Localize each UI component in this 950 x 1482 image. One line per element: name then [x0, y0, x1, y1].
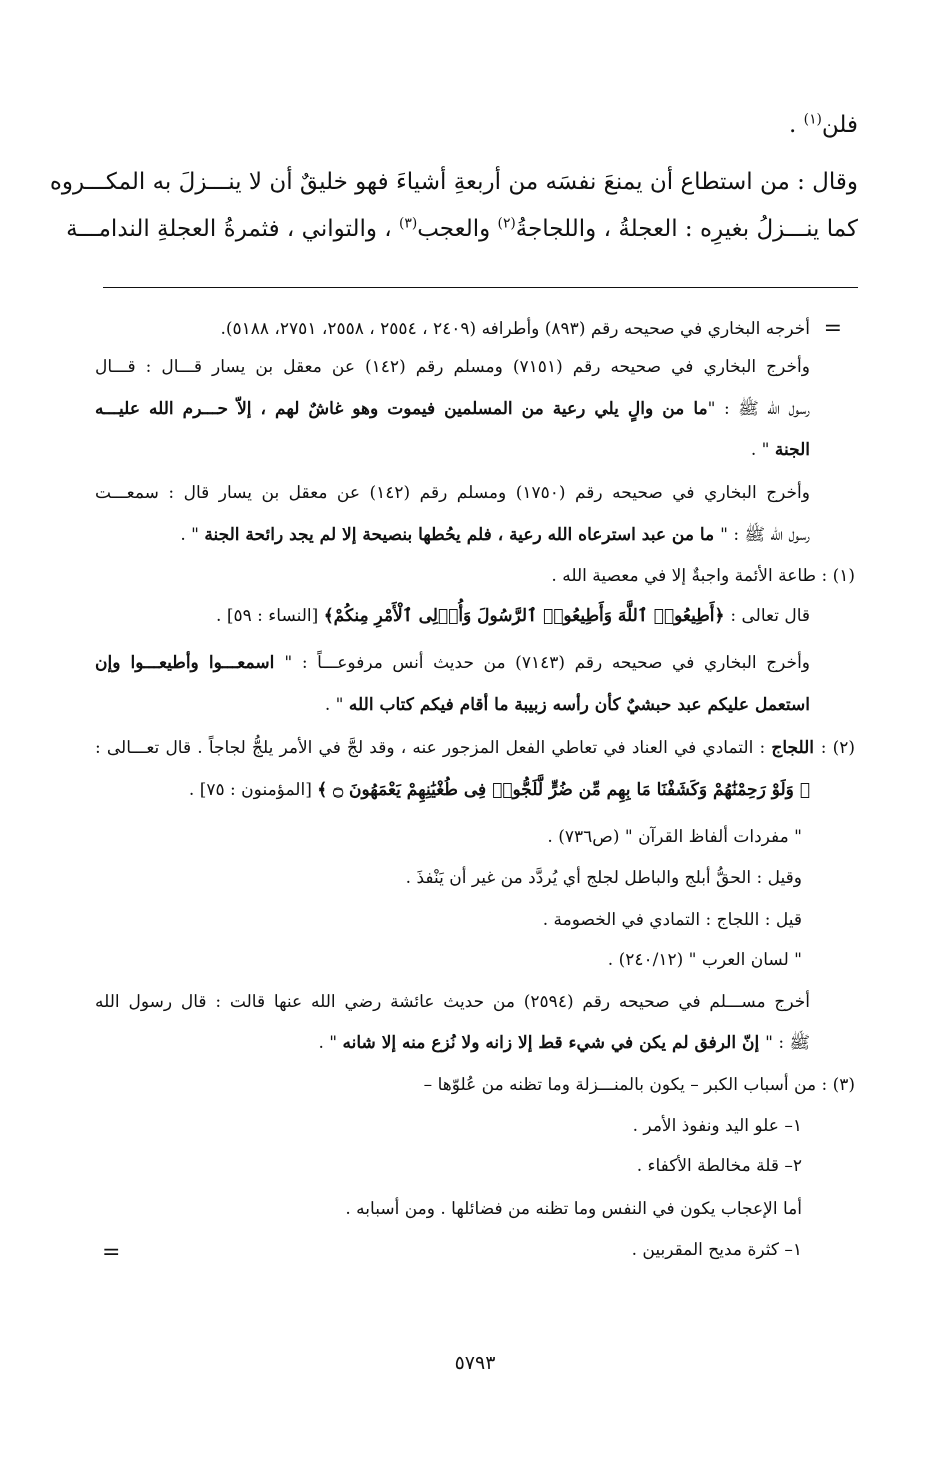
hadith-1-line-2 — [95, 396, 810, 422]
footnote-1-hadith-line-2 — [325, 692, 810, 718]
footnote-2-source-2: " لسان العرب " (٢٤٠/١٢) . — [607, 950, 802, 970]
hadith-1-line-3 — [751, 437, 810, 463]
main-text-segment: ، والتواني ، فثمرةُ العجلةِ الندامـــة — [66, 216, 399, 242]
continuation-mark: = — [823, 316, 842, 341]
footnote-ref: (١) — [803, 111, 822, 128]
footnote-1-quran — [216, 603, 810, 629]
quran-verse: ﴿ وَلَوْ رَحِمْنَٰهُمْ وَكَشَفْنَا مَا بِهِم مِّن ضُرٍّ لَّلَجُّوا۟ فِى طُغْيَٰنِهِمْ يَعْمَهُونَ ۝ ﴾ — [317, 780, 810, 800]
plain-text: " . — [750, 440, 775, 460]
footnote-2-hadith-line-1: أخرج مســـلم في صحيحه رقم (٢٥٩٤) من حديث عائشة رضي الله عنها قالت : قال رسول الله — [95, 992, 810, 1012]
plain-text: وأخرج البخاري في صحيحه رقم (٧١٤٣) من حديث أنس مرفوعـــاً : " — [284, 653, 811, 673]
footnote-2-source-1: " مفردات ألفاظ القرآن " (ص٧٣٦) . — [547, 827, 802, 847]
hadith-2-line-2 — [180, 522, 810, 548]
main-line-1 — [789, 108, 858, 142]
hadith-text: ما من عبد استرعاه الله رعية ، فلم يحُطها بنصيحة إلا لم يجد رائحة الجنة — [204, 525, 721, 545]
hadith-text: اسمعـــوا وأطيعـــوا وإن — [95, 653, 285, 673]
footnote-3-item-3: ١– كثرة مديح المقربين . — [631, 1240, 802, 1260]
footnote-3-paragraph: أما الإعجاب يكون في النفس وما تظنه من فضائلها . ومن أسبابه . — [345, 1199, 802, 1219]
punctuation: . — [789, 112, 804, 138]
footnote-2-hadith-line-2 — [319, 1030, 811, 1056]
main-word: فلن — [821, 112, 858, 138]
plain-text: رسول الله ﷺ : " — [720, 525, 810, 545]
term: اللجاج — [771, 738, 821, 758]
footnote-separator — [103, 287, 858, 288]
footnote-2-quran — [189, 777, 810, 803]
hadith-text: إنّ الرفق لم يكن في شيء قط إلا زانه ولا نُزع منه إلا شانه — [342, 1033, 766, 1053]
footnote-number: (٢) : — [820, 738, 855, 758]
plain-text: رسول الله ﷺ : " — [707, 399, 810, 419]
hadith-2-line-1: وأخرج البخاري في صحيحه رقم (١٧٥٠) ومسلم رقم (١٤٢) عن معقل بن يسار قال : سمعـــت — [95, 483, 810, 503]
hadith-text: الجنة — [774, 440, 810, 460]
footnote-2-qil-2: قيل : اللجاج : التمادي في الخصومة . — [542, 910, 802, 930]
plain-text: " . — [318, 1033, 343, 1053]
footnote-3-item-1: ١– علو اليد ونفوذ الأمر . — [632, 1116, 802, 1136]
main-text-segment: كما ينـــزلُ بغيرِه : العجلةُ ، واللجاجةُ — [515, 216, 858, 242]
footnote-1-hadith-line-1 — [95, 650, 810, 676]
continuation-mark: = — [102, 1240, 121, 1265]
footnote-2-line-1 — [95, 735, 855, 761]
plain-text: ﷺ : " — [765, 1033, 810, 1053]
hadith-text: استعمل عليكم عبد حبشيٌ كأن رأسه زبيبة ما أقام فيكم كتاب الله — [348, 695, 810, 715]
plain-text: " . — [180, 525, 205, 545]
footnote-continuation: أخرجه البخاري في صحيحه رقم (٨٩٣) وأطرافه (٢٤٠٩ ، ٢٥٥٤ ، ٢٥٥٨، ٢٧٥١، ٥١٨٨). — [220, 319, 810, 339]
plain-text: : التمادي في العناد في تعاطي الفعل المزجور عنه ، وقد لجَّ في الأمر يلجُّ لجاجاً . قال تعـــالى : — [95, 738, 772, 758]
main-line-2: وقال : من استطاع أن يمنعَ نفسَه من أربعةِ أشياءَ فهو خليقٌ أن لا ينـــزلَ به المكـــروه — [49, 169, 858, 195]
plain-text: قال تعالى : — [730, 606, 810, 626]
plain-text: " . — [324, 695, 349, 715]
footnote-ref: (٣) — [399, 215, 418, 232]
main-text-segment: والعجب — [417, 216, 498, 242]
quran-reference: [النساء : ٥٩] . — [216, 606, 324, 626]
quran-reference: [المؤمنون : ٧٥] . — [188, 780, 318, 800]
page-number: ٥٧٩٣ — [454, 1352, 496, 1374]
hadith-text: ما من والٍ يلي رعية من المسلمين فيموت وهو غاشٌ لهم ، إلاّ حـــرم الله عليـــه — [95, 399, 708, 419]
main-line-3 — [66, 212, 858, 246]
footnote-ref: (٢) — [497, 215, 516, 232]
footnote-3-title: (٣) : من أسباب الكبر – يكون بالمنـــزلة وما تظنه من عُلوّها – — [423, 1075, 855, 1095]
quran-verse: ﴿أَطِيعُوا۟ ٱللَّهَ وَأَطِيعُوا۟ ٱلرَّسُولَ وَأُو۟لِى ٱلْأَمْرِ مِنكُمْ﴾ — [323, 606, 731, 626]
hadith-1-line-1: وأخرج البخاري في صحيحه رقم (٧١٥١) ومسلم رقم (١٤٢) عن معقل بن يسار قـــال : قـــال — [95, 357, 810, 377]
footnote-2-qil-1: وقيل : الحقُّ أبلج والباطل لجلج أي يُردَّد من غير أن يَنْفذَ . — [405, 868, 802, 888]
footnote-3-item-2: ٢– قلة مخالطة الأكفاء . — [636, 1156, 802, 1176]
footnote-1-title: (١) : طاعة الأئمة واجبةٌ إلا في معصية الله . — [551, 566, 855, 586]
